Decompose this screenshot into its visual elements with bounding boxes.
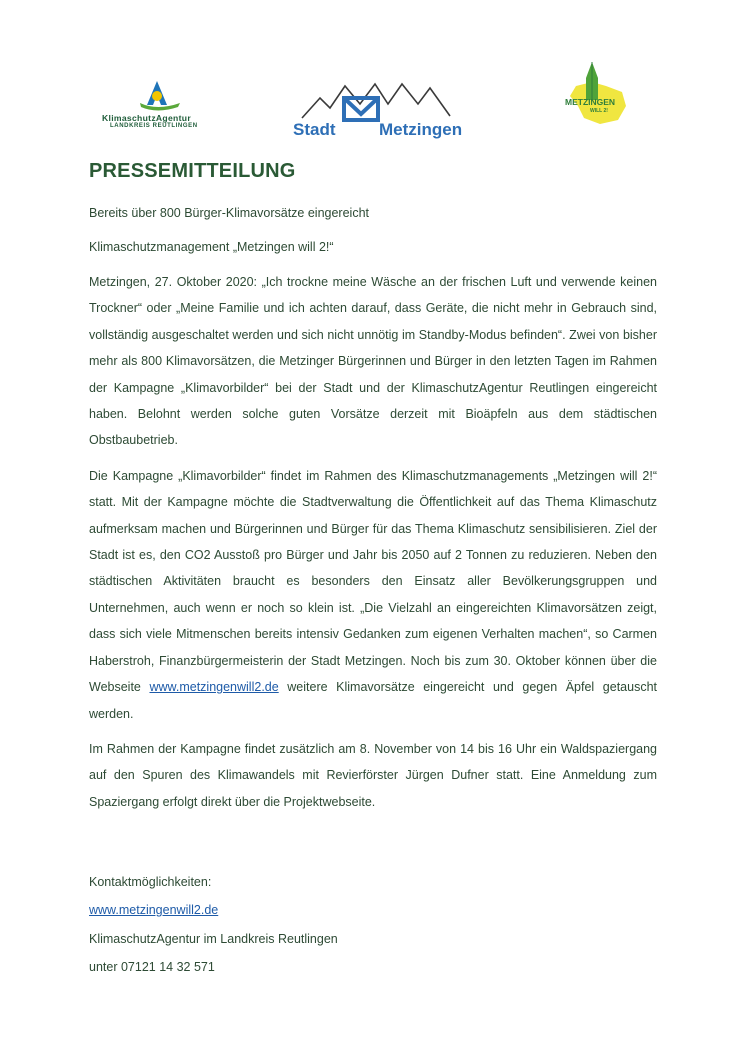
paragraph-3: Im Rahmen der Kampagne findet zusätzlich am 8. November von 14 bis 16 Uhr ein Waldspaziergang auf den Spuren des Klimawandels mit Revierförster Jürgen Dufner statt. Eine Anmeldung zum Spaziergang erfolgt direkt über die Projektwebseite. — [89, 741, 657, 809]
logo-header — [0, 0, 746, 150]
rooftops-icon — [290, 78, 465, 122]
contact-block — [89, 868, 657, 981]
metzingen-map-icon — [548, 58, 632, 130]
paragraph-2 — [89, 463, 657, 727]
paragraph-1: Metzingen, 27. Oktober 2020: „Ich trockne meine Wäsche an der frischen Luft und verwende keinen Trockner“ oder „Meine Familie und ich achten darauf, dass Geräte, die nicht mehr in Gebrauch sind, vollständig ausgeschaltet werden und sich nicht unnötig im Standby-Modus befinden“. Zwei von bisher mehr als 800 Klimavorsätzen, die Metzinger Bürgerinnen und Bürger in den letzten Tagen im Rahmen der Kampagne „Klimavorbilder“ bei der Stadt und der KlimaschutzAgentur Reutlingen eingereicht haben. Belohnt werden solche guten Vorsätze derzeit mit Bioäpfeln aus dem städtischen Obstbaubetrieb. — [89, 275, 657, 448]
metzingen-will2-logo — [548, 58, 632, 130]
metzingen-word: Metzingen — [379, 120, 463, 139]
headline: Bereits über 800 Bürger-Klimavorsätze eingereicht — [89, 206, 369, 220]
subheadline: Klimaschutzmanagement „Metzingen will 2!“ — [89, 240, 334, 254]
metzingen-will2-sub: WILL 2! — [590, 108, 608, 114]
metzingen-will2-name: METZINGEN — [565, 97, 616, 107]
klimaschutzagentur-emblem-icon — [100, 78, 215, 114]
paragraph-2-end: weitere Klimavorsätze eingereicht und gegen Äpfel getauscht werden. — [89, 680, 657, 721]
klimaschutzagentur-logo — [100, 78, 215, 133]
page-title: PRESSEMITTEILUNG — [89, 160, 296, 182]
contact-org: KlimaschutzAgentur im Landkreis Reutlingen — [89, 931, 338, 946]
contact-label: Kontaktmöglichkeiten: — [89, 875, 212, 889]
contact-website-link[interactable]: www.metzingenwill2.de — [89, 903, 219, 918]
klimaschutzagentur-sub: LANDKREIS REUTLINGEN — [110, 123, 198, 129]
klimaschutzagentur-name: KlimaschutzAgentur — [102, 113, 191, 123]
stadt-metzingen-logo — [290, 78, 465, 144]
paragraph-2-text: Die Kampagne „Klimavorbilder“ findet im Rahmen des Klimaschutzmanagements „Metzingen will 2!“ statt. Mit der Kampagne möchte die Stadtverwaltung die Öffentlichkeit auf das Thema Klimaschutz aufmerksam machen und Bürgerinnen und Bürger für das Thema Klimaschutz sensibilisieren. Ziel der Stadt ist es, den CO2 Ausstoß pro Bürger und Jahr bis 2050 auf 2 Tonnen zu reduzieren. Neben den städtischen Aktivitäten braucht es besonders den Einsatz aller Bevölkerungsgruppen und Unternehmen, auch wenn er noch so klein ist. „Die Vielzahl an eingereichten Klimavorsätzen zeigt, dass sich viele Mitmenschen bereits intensiv Gedanken zum eigenen Verhalten machen“, so Carmen Haberstroh, Finanzbürgermeisterin der Stadt Metzingen. Noch bis zum 30. Oktober können über die Webseite — [89, 468, 657, 695]
website-link[interactable]: www.metzingenwill2.de — [149, 680, 279, 695]
press-release-body — [89, 160, 657, 824]
contact-phone: unter 07121 14 32 571 — [89, 959, 215, 974]
stadt-word: Stadt — [293, 120, 336, 139]
